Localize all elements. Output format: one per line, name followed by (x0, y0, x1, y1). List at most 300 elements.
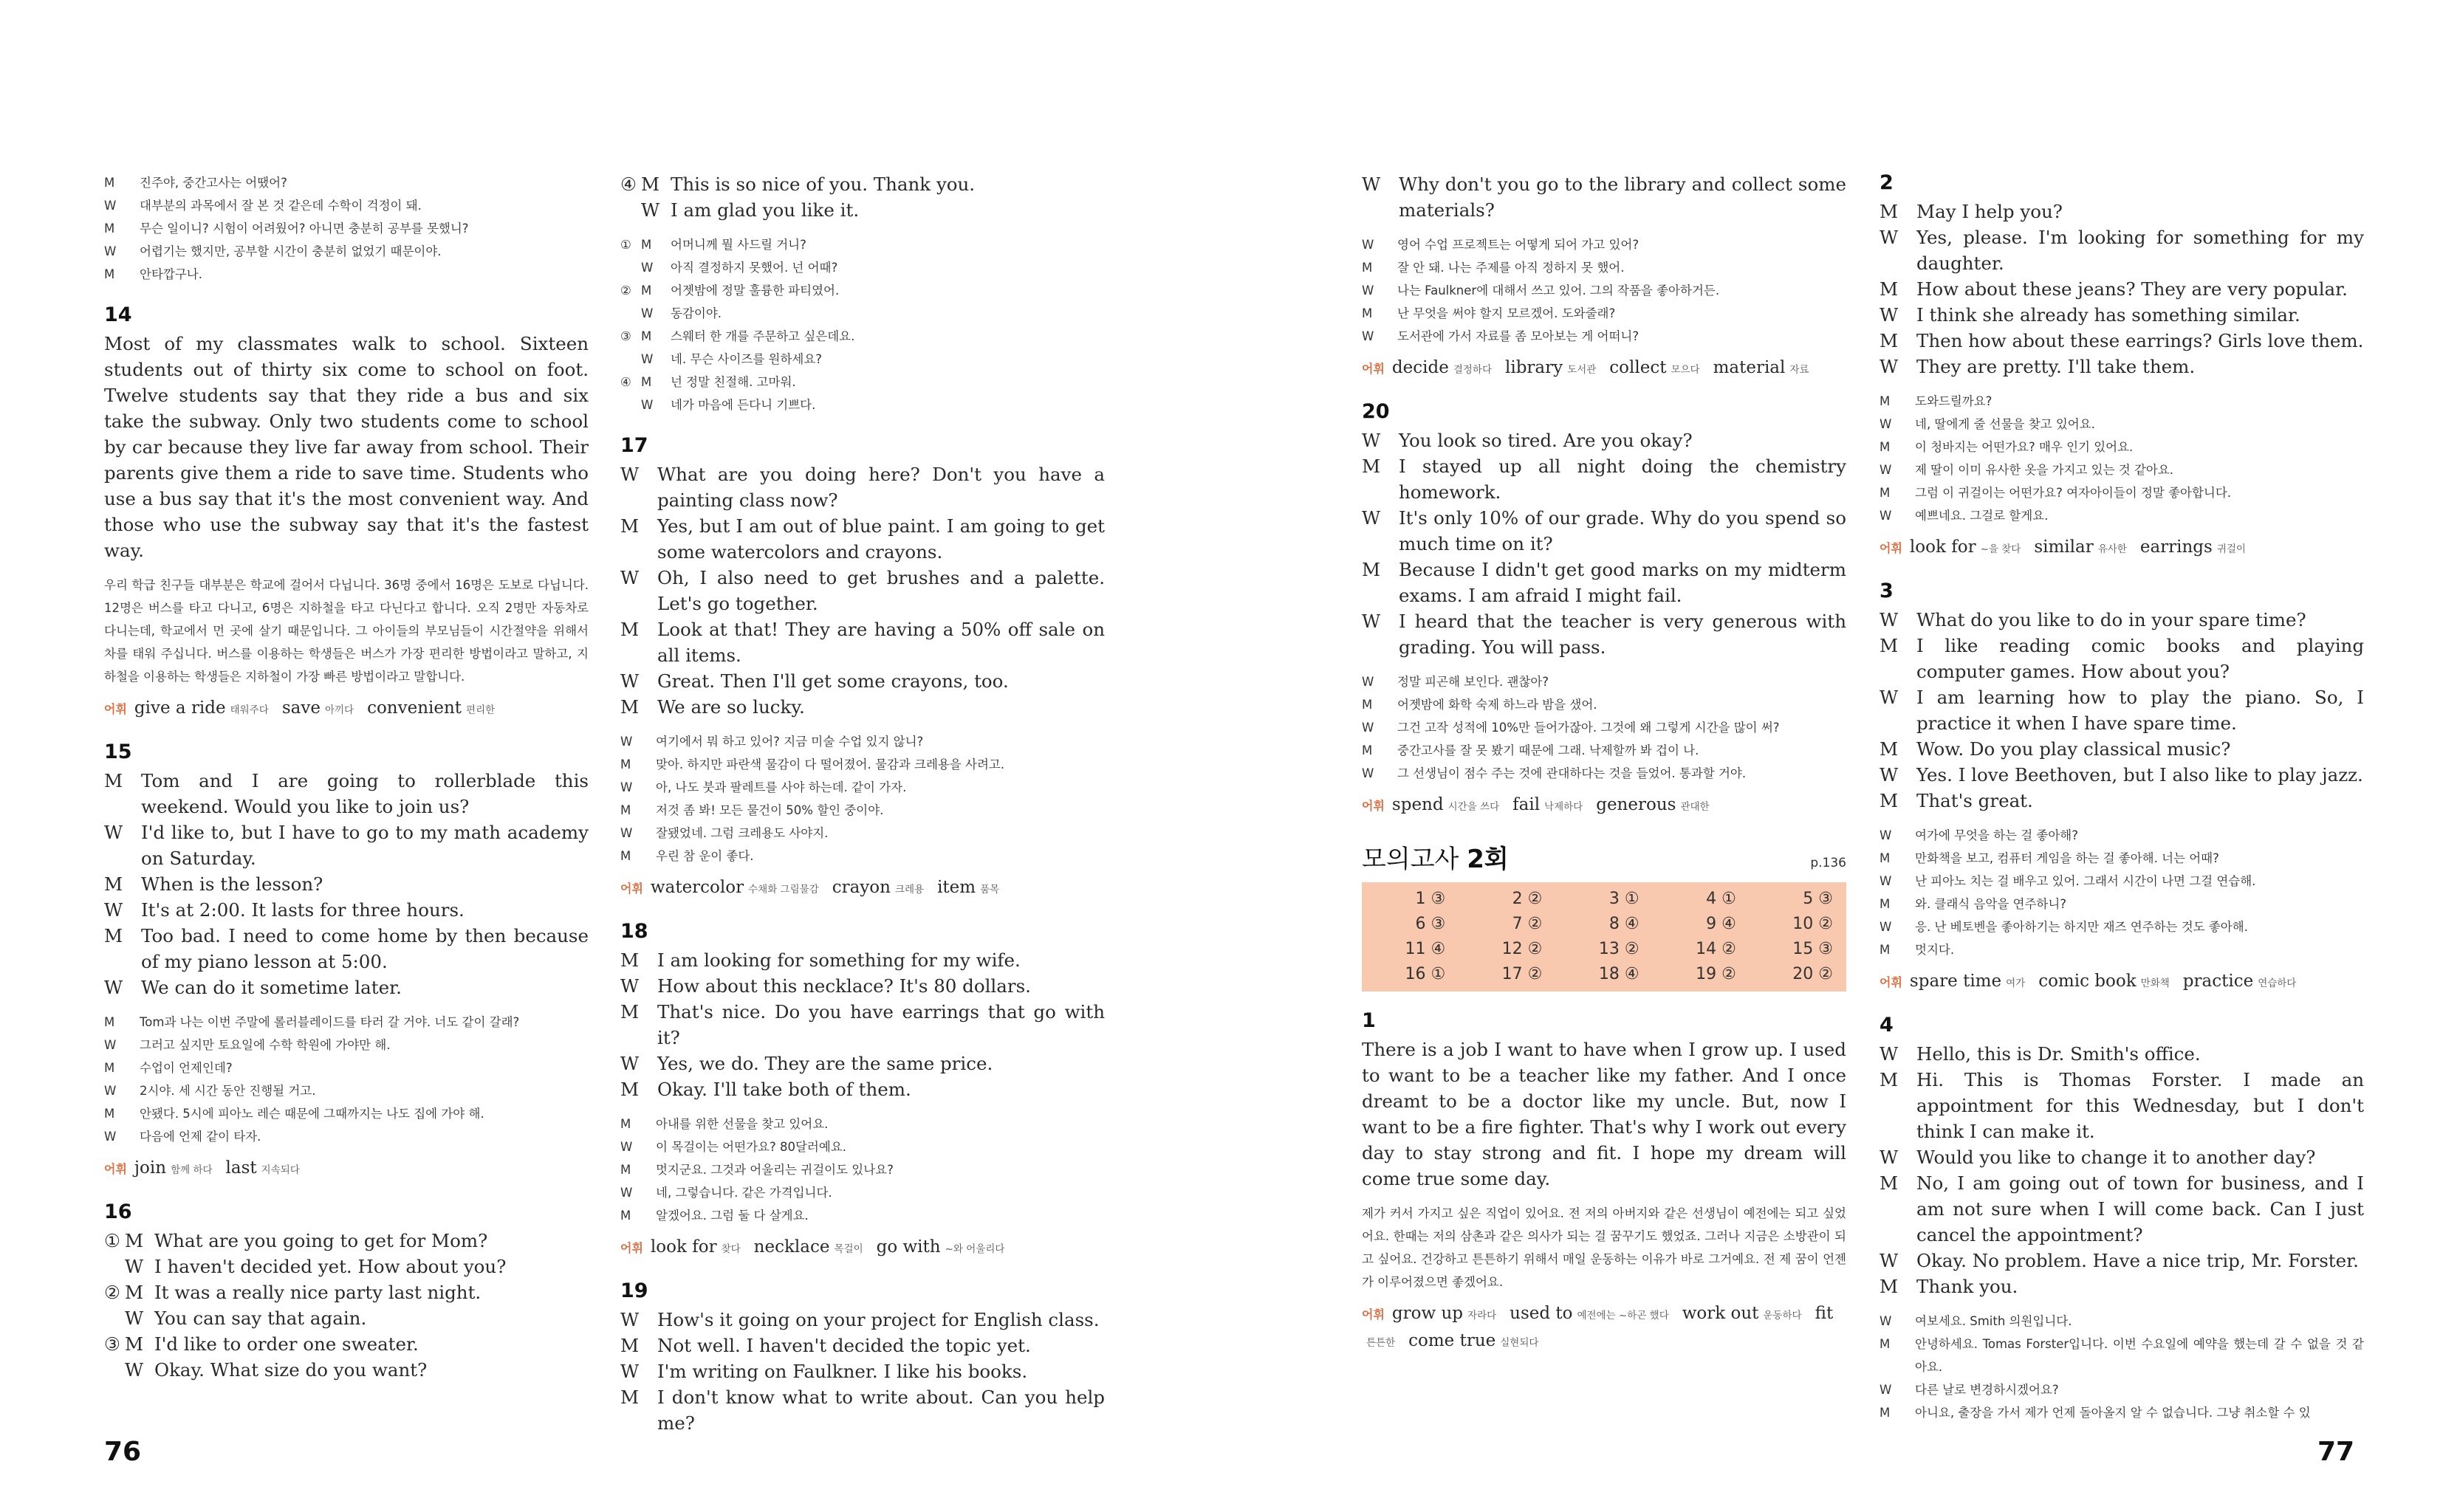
dialogue-line (1880, 788, 2364, 814)
vocab-meaning: 실현되다 (1500, 1337, 1539, 1349)
speaker-label: M (1880, 1069, 1899, 1090)
line-text: 어젯밤에 정말 훌륭한 파티였어. (671, 284, 840, 298)
speaker-label: M (620, 1079, 640, 1100)
line-text: 우린 참 운이 좋다. (656, 849, 754, 863)
dialogue-line (620, 1204, 1105, 1227)
line-text: Hello, this is Dr. Smith's office. (1916, 1043, 2201, 1065)
dialogue-line (620, 753, 1105, 776)
question-number: 1 (1362, 1009, 1376, 1032)
choice-marker: ② (104, 1282, 120, 1303)
speaker-label: W (1880, 356, 1899, 377)
speaker-label: W (104, 822, 123, 843)
vocab-line (1362, 1301, 1846, 1355)
dialogue-line (1880, 1333, 2364, 1378)
q1-korean-translation: 제가 커서 가지고 싶은 직업이 있어요. 전 저의 아버지와 같은 선생님이 예전에는 되고 싶었어요. 한때는 저의 삼촌과 같은 의사가 되는 걸 꿈꾸기도 했었죠. 그러나 지금은 소방관이 되고 싶어요. 건강하고 튼튼하기 위해서 매일 운동하는 이유가 바로 그거예요. 전 제 꿈이 언젠가 이루어졌으면 좋겠어요. (1362, 1206, 1846, 1289)
dialogue-line (104, 1034, 589, 1056)
q2-korean-translation (1880, 390, 2364, 527)
q19-korean-translation (1362, 233, 1846, 348)
mock-exam-title-prefix: 모의고사 (1362, 845, 1467, 874)
line-text: I don't know what to write about. Can you help me? (657, 1386, 1105, 1434)
dialogue-line (1362, 427, 1846, 453)
dialogue-line (1362, 171, 1846, 223)
line-text: Wow. Do you play classical music? (1916, 738, 2231, 760)
dialogue-line (1880, 1248, 2364, 1274)
q1-passage: There is a job I want to have when I grow up. I used to want to be a teacher like my father. And I once dreamt to be a doctor like my uncle. But, now I want to be a fire fighter. That's why I work out every day to stay strong and fit. I hope my dream will come true some day. (1362, 1039, 1846, 1189)
speaker-label: M (620, 803, 631, 817)
line-text: Not well. I haven't decided the topic yet. (657, 1335, 1031, 1356)
dialogue-line (1362, 233, 1846, 256)
speaker-label: W (620, 567, 640, 588)
line-text: You can say that again. (154, 1307, 367, 1329)
vocab-tag: 어휘 (1362, 362, 1385, 376)
mock-exam-header (1362, 839, 1846, 875)
dialogue-line (1880, 436, 2364, 458)
dialogue-line (1880, 199, 2364, 224)
question-number: 3 (1880, 580, 1894, 602)
line-text: 아니요, 출장을 가서 제가 언제 돌아올지 알 수 없습니다. 그냥 취소할 수 있 (1915, 1406, 2311, 1420)
speaker-label: M (1880, 330, 1899, 351)
speaker-label: W (125, 1256, 144, 1277)
dialogue-line (1880, 1144, 2364, 1170)
dialogue-line (620, 845, 1105, 867)
vocab-meaning: 수채화 그림물감 (748, 884, 819, 896)
dialogue-line (1880, 481, 2364, 504)
q4-dialogue (1880, 1041, 2364, 1299)
vocab-meaning: 함께 하다 (171, 1164, 213, 1176)
choice-marker (620, 197, 641, 223)
speaker-label: M (1362, 559, 1381, 580)
speaker-label: M (620, 849, 631, 863)
speaker-label: W (620, 780, 633, 794)
question-number: 18 (620, 920, 648, 943)
line-text: 이 목걸이는 어떤가요? 80달러예요. (656, 1140, 846, 1154)
q3-dialogue (1880, 607, 2364, 814)
dialogue-line (620, 461, 1105, 513)
line-text: What are you going to get for Mom? (154, 1230, 488, 1251)
dialogue-line (1362, 716, 1846, 739)
speaker-label: M (1880, 851, 1891, 865)
vocab-meaning: 모으다 (1671, 364, 1700, 376)
speaker-label: W (620, 975, 640, 997)
dialogue-line (1880, 824, 2364, 847)
speaker-label: M (1880, 440, 1891, 454)
vocab-meaning: 지속되다 (261, 1164, 300, 1176)
speaker-label: W (1880, 609, 1899, 630)
dialogue-line (1880, 762, 2364, 788)
line-text: 수업이 언제인데? (140, 1061, 233, 1075)
question-number: 19 (620, 1279, 648, 1302)
line-text: I think she already has something similar. (1916, 304, 2300, 326)
line-text: 알겠어요. 그럼 둘 다 살게요. (656, 1209, 809, 1223)
answer-key-cell: 16 ① (1405, 965, 1446, 983)
speaker-label: M (1880, 943, 1891, 957)
speaker-label: M (125, 1230, 144, 1251)
choice-marker: ④ (620, 173, 637, 195)
choice-marker (104, 1254, 125, 1279)
speaker-label: M (1362, 306, 1373, 320)
speaker-label: W (641, 306, 654, 320)
speaker-label: W (620, 1140, 633, 1154)
choice-marker (620, 394, 641, 416)
dialogue-line (1880, 847, 2364, 870)
line-text: 여보세요. Smith 의원입니다. (1915, 1314, 2072, 1328)
speaker-label: W (125, 1359, 144, 1381)
vocab-meaning: 자료 (1789, 364, 1809, 376)
vocab-word: decide (1391, 358, 1449, 377)
line-text: 네가 마음에 든다니 기쁘다. (671, 398, 816, 412)
line-text: I'm writing on Faulkner. I like his books. (657, 1361, 1028, 1382)
speaker-label: W (1880, 304, 1899, 326)
speaker-label: M (104, 176, 115, 190)
line-text: Oh, I also need to get brushes and a palette. Let's go together. (657, 567, 1105, 614)
line-text: How about this necklace? It's 80 dollars. (657, 975, 1031, 997)
line-text: 안타깝구나. (140, 267, 202, 281)
q4-korean-translation (1880, 1310, 2364, 1424)
line-text: Would you like to change it to another day? (1916, 1147, 2316, 1168)
line-text: I stayed up all night doing the chemistry homework. (1399, 456, 1846, 503)
speaker-label: M (620, 1209, 631, 1223)
choice-marker: ① (620, 238, 631, 252)
vocab-word: join (134, 1158, 167, 1178)
line-text: 안됐다. 5시에 피아노 레슨 때문에 그때까지는 나도 집에 가야 해. (140, 1107, 484, 1121)
vocab-word: work out (1682, 1304, 1759, 1323)
vocab-meaning: 만화책 (2140, 977, 2170, 989)
line-text: 멋지군요. 그것과 어울리는 귀걸이도 있나요? (656, 1163, 894, 1177)
dialogue-line (104, 1357, 589, 1383)
dialogue-line (1880, 354, 2364, 379)
vocab-word: watercolor (650, 878, 744, 897)
vocab-line (1880, 535, 2364, 562)
line-text: This is so nice of you. Thank you. (671, 173, 976, 195)
vocab-word: collect (1609, 358, 1667, 377)
speaker-label: M (620, 757, 631, 772)
q19-dialogue (620, 1307, 1105, 1436)
speaker-label: W (1880, 227, 1899, 248)
vocab-line (104, 695, 589, 723)
speaker-label: W (104, 899, 123, 921)
dialogue-line (104, 1102, 589, 1125)
dialogue-line (620, 668, 1105, 694)
line-text: Why don't you go to the library and collect some materials? (1399, 173, 1846, 221)
dialogue-line (620, 348, 1105, 371)
question-number: 20 (1362, 400, 1390, 423)
choice-marker (620, 302, 641, 325)
dialogue-line (620, 730, 1105, 753)
choice-marker: ④ (620, 375, 631, 389)
line-text: 어머니께 뭘 사드릴 거니? (671, 238, 806, 252)
vocab-meaning: 낙제하다 (1544, 801, 1583, 813)
speaker-label: W (641, 261, 654, 275)
vocab-word: generous (1596, 795, 1676, 814)
dialogue-line (1880, 390, 2364, 413)
vocab-meaning: 운동하다 (1763, 1310, 1802, 1322)
line-text: 예쁘네요. 그걸로 할게요. (1915, 509, 2049, 523)
line-text: When is the lesson? (141, 873, 323, 895)
vocab-tag: 어휘 (620, 1241, 643, 1255)
speaker-label: M (641, 173, 660, 195)
line-text: 도서관에 가서 자료를 좀 모아보는 게 어떠니? (1397, 329, 1639, 343)
line-text: Because I didn't get good marks on my midterm exams. I am afraid I might fail. (1399, 559, 1846, 606)
q20-dialogue (1362, 427, 1846, 660)
answer-key-cell: 1 ③ (1415, 890, 1446, 908)
line-text: 어젯밤에 화학 숙제 하느라 밤을 샜어. (1397, 698, 1597, 712)
dialogue-line (620, 565, 1105, 616)
speaker-label: W (620, 826, 633, 840)
vocab-meaning: 목걸이 (834, 1243, 863, 1255)
line-text: Yes, please. I'm looking for something for my daughter. (1916, 227, 2364, 274)
speaker-label: W (1362, 721, 1374, 735)
choice-marker: ① (104, 1230, 120, 1251)
line-text: 맞아. 하지만 파란색 물감이 다 떨어졌어. 물감과 크레용을 사려고. (656, 757, 1005, 772)
dialogue-line (1362, 557, 1846, 608)
dialogue-line (1362, 505, 1846, 557)
choice-marker: ③ (620, 329, 631, 343)
line-text: 여가에 무엇을 하는 걸 좋아해? (1915, 828, 2079, 842)
choice-marker: ③ (104, 1333, 120, 1355)
page-number-left: 76 (104, 1437, 142, 1467)
vocab-meaning: 자라다 (1467, 1310, 1497, 1322)
speaker-label: W (1880, 764, 1899, 786)
vocab-meaning: 여가 (2006, 977, 2026, 989)
answer-key-cell: 2 ② (1512, 890, 1543, 908)
q14-korean-translation: 우리 학급 친구들 대부분은 학교에 걸어서 다닙니다. 36명 중에서 16명은 도보로 다닙니다. 12명은 버스를 타고 다니고, 6명은 지하철을 타고 다닌다고 합니다. 오직 2명만 자동차로 다니는데, 학교에서 먼 곳에 살기 때문입니다. 그 아이들의 부모님들이 시간절약을 위해서 차를 태워 주십니다. 버스를 이용하는 학생들은 버스가 가장 편리한 방법이라고 말하고, 지하철을 이용하는 학생들은 지하철이 가장 빠른 방법이라고 말합니다. (104, 578, 589, 684)
dialogue-line (620, 1333, 1105, 1358)
dialogue-line (620, 371, 1105, 394)
vocab-meaning: 관대한 (1680, 801, 1710, 813)
question-number: 17 (620, 434, 648, 457)
vocab-meaning: 품목 (980, 884, 1000, 896)
speaker-label: M (104, 925, 123, 946)
question-number: 16 (104, 1200, 132, 1223)
dialogue-line (620, 256, 1105, 279)
line-text: Okay. What size do you want? (154, 1359, 428, 1381)
vocab-word: give a ride (134, 698, 226, 718)
vocab-word: grow up (1391, 1304, 1464, 1323)
dialogue-line (1880, 504, 2364, 527)
answer-key-cell: 3 ① (1608, 890, 1639, 908)
column-4 (1880, 171, 2364, 1424)
vocab-line (1362, 355, 1846, 382)
speaker-label: W (620, 1053, 640, 1074)
vocab-word: library (1505, 358, 1563, 377)
dialogue-line (620, 1113, 1105, 1135)
speaker-label: M (1880, 1172, 1899, 1194)
speaker-label: W (1880, 509, 1892, 523)
dialogue-line (620, 1307, 1105, 1333)
line-text: I am learning how to play the piano. So, I practice it when I have spare time. (1916, 687, 2364, 734)
vocab-line (620, 875, 1105, 902)
vocab-tag: 어휘 (1880, 975, 1902, 989)
question-number: 2 (1880, 171, 1894, 194)
vocab-tag: 어휘 (1880, 541, 1902, 555)
speaker-label: M (620, 1163, 631, 1177)
speaker-label: W (104, 199, 117, 213)
dialogue-line (1880, 633, 2364, 684)
page-number-right: 77 (2317, 1437, 2355, 1467)
dialogue-line (620, 1158, 1105, 1181)
dialogue-line (1880, 1067, 2364, 1144)
q19-dialogue-continued (1362, 171, 1846, 223)
dialogue-line (104, 1305, 589, 1331)
line-text: 무슨 일이니? 시험이 어려웠어? 아니면 충분히 공부를 못했니? (140, 221, 469, 236)
speaker-label: M (620, 696, 640, 718)
vocab-word: similar (2034, 537, 2094, 557)
speaker-label: M (1362, 743, 1373, 757)
line-text: 네. 무슨 사이즈를 원하세요? (671, 352, 823, 366)
speaker-label: M (620, 949, 640, 971)
line-text: I'd like to order one sweater. (154, 1333, 419, 1355)
line-text: 만화책을 보고, 컴퓨터 게임을 하는 걸 좋아해. 너는 어때? (1915, 851, 2219, 865)
speaker-label: M (620, 1386, 640, 1408)
vocab-line (1880, 969, 2364, 996)
line-text: 난 무엇을 써야 할지 모르겠어. 도와줄래? (1397, 306, 1616, 320)
speaker-label: W (104, 1038, 117, 1052)
vocab-tag: 어휘 (1362, 1307, 1385, 1322)
speaker-label: M (641, 284, 652, 298)
dialogue-line (1880, 870, 2364, 893)
dialogue-line (104, 897, 589, 923)
speaker-label: W (1880, 1043, 1899, 1065)
line-text: 그럼 이 귀걸이는 어떤가요? 여자아이들이 정말 좋아합니다. (1915, 486, 2232, 500)
dialogue-line (1362, 608, 1846, 660)
speaker-label: M (1880, 790, 1899, 811)
speaker-label: W (1362, 430, 1381, 451)
choice-marker (620, 256, 641, 279)
line-text: May I help you? (1916, 201, 2063, 222)
choice-marker (620, 348, 641, 371)
speaker-label: W (1880, 874, 1892, 888)
speaker-label: W (125, 1307, 144, 1329)
speaker-label: W (641, 352, 654, 366)
dialogue-line (104, 1279, 589, 1305)
speaker-label: M (104, 1061, 115, 1075)
vocab-word: earrings (2139, 537, 2213, 557)
line-text: Yes. I love Beethoven, but I also like to play jazz. (1916, 764, 2363, 786)
vocab-meaning: 시간을 쓰다 (1447, 801, 1500, 813)
line-text: 2시야. 세 시간 동안 진행될 거고. (140, 1084, 316, 1098)
speaker-label: W (620, 1361, 640, 1382)
dialogue-line (620, 197, 1105, 223)
line-text: I heard that the teacher is very generous with grading. You will pass. (1399, 611, 1846, 658)
answer-key-cell: 15 ③ (1792, 940, 1833, 958)
dialogue-line (104, 768, 589, 819)
speaker-label: W (1362, 329, 1374, 343)
vocab-word: comic book (2038, 972, 2137, 991)
speaker-label: W (1362, 507, 1381, 529)
line-text: 중간고사를 잘 못 봤기 때문에 그래. 낙제할까 봐 겁이 나. (1397, 743, 1699, 757)
dialogue-line (104, 1079, 589, 1102)
speaker-label: M (125, 1333, 144, 1355)
vocab-meaning: 예전에는 ~하곤 했다 (1577, 1310, 1669, 1322)
vocab-meaning: 도서관 (1567, 364, 1597, 376)
dialogue-line (620, 171, 1105, 197)
dialogue-line (1880, 1170, 2364, 1248)
column-3 (1362, 171, 1846, 1355)
question-number: 4 (1880, 1014, 1894, 1037)
dialogue-line (620, 947, 1105, 973)
line-text: We can do it sometime later. (141, 977, 402, 998)
q13-korean-translation (104, 171, 589, 286)
dialogue-line (104, 263, 589, 286)
dialogue-line (620, 1051, 1105, 1076)
speaker-label: W (104, 977, 123, 998)
choice-marker: ② (620, 284, 631, 298)
speaker-label: W (1362, 238, 1374, 252)
dialogue-line (1362, 302, 1846, 325)
answer-key-cell: 14 ② (1696, 940, 1736, 958)
line-text: 와. 클래식 음악을 연주하니? (1915, 897, 2067, 911)
answer-key-cell: 11 ④ (1405, 940, 1446, 958)
dialogue-line (104, 923, 589, 975)
dialogue-line (1880, 302, 2364, 328)
line-text: That's great. (1916, 790, 2033, 811)
line-text: 여기에서 뭐 하고 있어? 지금 미술 수업 있지 않니? (656, 735, 924, 749)
line-text: 그건 고작 성적에 10%만 들어가잖아. 그것에 왜 그렇게 시간을 많이 써? (1397, 721, 1780, 735)
line-text: What are you doing here? Don't you have a painting class now? (657, 464, 1105, 511)
speaker-label: M (1362, 698, 1373, 712)
dialogue-line (1880, 328, 2364, 354)
line-text: That's nice. Do you have earrings that go with it? (657, 1001, 1105, 1048)
vocab-line (104, 1155, 589, 1183)
speaker-label: M (620, 1335, 640, 1356)
vocab-word: practice (2182, 972, 2254, 991)
dialogue-line (1880, 1378, 2364, 1401)
line-text: It was a really nice party last night. (154, 1282, 482, 1303)
mock-exam-title (1362, 839, 1509, 875)
line-text: 아직 결정하지 못했어. 넌 어때? (671, 261, 838, 275)
line-text: 응. 난 베토벤을 좋아하기는 하지만 재즈 연주하는 것도 좋아해. (1915, 920, 2248, 934)
speaker-label: M (104, 1015, 115, 1029)
dialogue-line (620, 1384, 1105, 1436)
answer-key-cell: 7 ② (1512, 915, 1543, 933)
dialogue-line (1880, 736, 2364, 762)
dialogue-line (104, 171, 589, 194)
dialogue-line (620, 1181, 1105, 1204)
speaker-label: M (620, 515, 640, 537)
speaker-label: W (1880, 1250, 1899, 1271)
speaker-label: W (1880, 417, 1892, 431)
speaker-label: W (1880, 1314, 1892, 1328)
answer-key-cell: 5 ③ (1803, 890, 1833, 908)
speaker-label: M (620, 1117, 631, 1131)
vocab-tag: 어휘 (1362, 799, 1385, 813)
vocab-meaning: 태워주다 (230, 704, 269, 716)
dialogue-line (104, 1228, 589, 1254)
line-text: 다른 날로 변경하시겠어요? (1915, 1383, 2059, 1397)
vocab-meaning: 찾다 (721, 1243, 741, 1255)
line-text: 영어 수업 프로젝트는 어떻게 되어 가고 있어? (1397, 238, 1639, 252)
speaker-label: M (620, 1001, 640, 1023)
speaker-label: W (620, 464, 640, 485)
answer-key-cell: 4 ① (1706, 890, 1736, 908)
line-text: I am looking for something for my wife. (657, 949, 1021, 971)
dialogue-line (104, 1331, 589, 1357)
answer-key-cell: 10 ② (1792, 915, 1833, 933)
dialogue-line (1362, 762, 1846, 785)
vocab-word: spend (1391, 795, 1444, 814)
speaker-label: M (1880, 394, 1891, 408)
vocab-meaning: 귀걸이 (2216, 543, 2246, 555)
vocab-word: convenient (367, 698, 462, 718)
choice-marker (104, 1305, 125, 1331)
dialogue-line (104, 1056, 589, 1079)
speaker-label: W (1880, 463, 1892, 477)
speaker-label: M (104, 221, 115, 236)
line-text: Hi. This is Thomas Forster. I made an appointment for this Wednesday, but I don't think I can make it. (1916, 1069, 2364, 1142)
dialogue-line (620, 233, 1105, 256)
dialogue-line (1880, 413, 2364, 436)
line-text: 어렵기는 했지만, 공부할 시간이 충분히 없었기 때문이야. (140, 244, 442, 258)
